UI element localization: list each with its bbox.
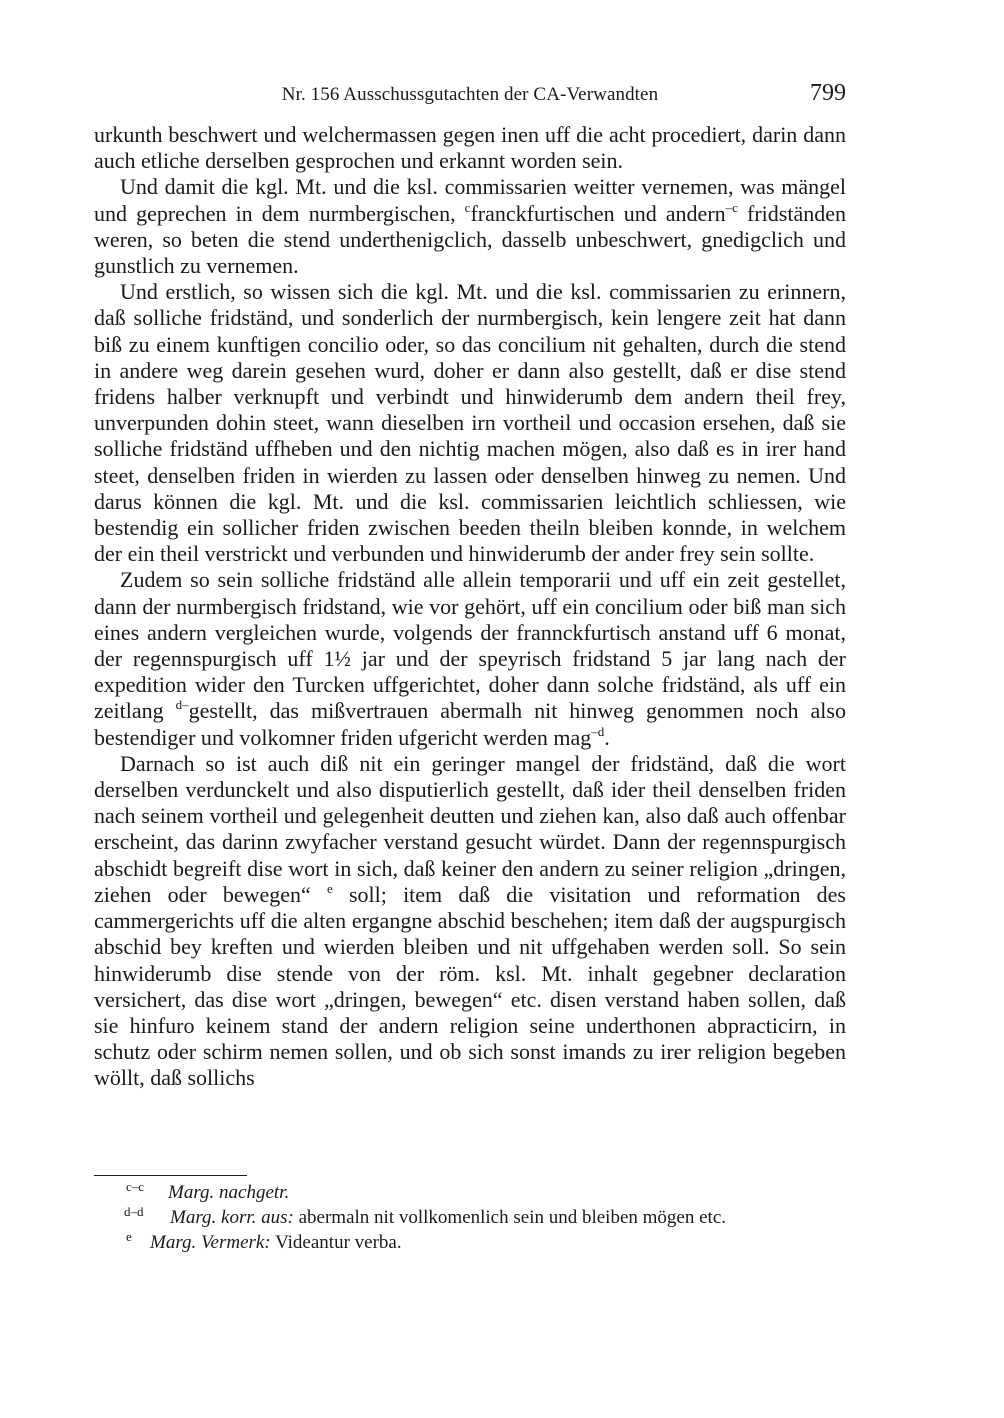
footnote-body — [168, 1180, 289, 1205]
footnote-text: abermaln nit vollkomenlich sein und bleiben mögen etc. — [293, 1207, 726, 1228]
footnote-e — [94, 1230, 846, 1255]
critical-mark-e: e — [327, 880, 333, 896]
paragraph-2-text-b: franckfurtischen und andern — [470, 200, 726, 226]
paragraph-2-text-c: fridständen weren, so beten die stend underthenigclich, dasselb unbeschwert, gnedigclich und gunstlich zu vernemen. — [94, 200, 846, 279]
footnote-editorial-note: Marg. korr. aus: — [170, 1207, 294, 1228]
footnote-body — [150, 1230, 402, 1255]
paragraph-4-text-b: gestellt, das mißvertrauen abermalh nit hinweg genommen noch also bestendiger und volkomner friden ufgericht werden mag — [94, 698, 846, 750]
paragraph-5 — [94, 751, 846, 1092]
paragraph-1-text: urkunth beschwert und welchermassen gegen inen uff die acht procediert, darin dann auch etliche derselben gesprochen und erkannt worden sein. — [94, 122, 846, 174]
paragraph-4-text-c: . — [604, 724, 610, 750]
footnote-c — [94, 1180, 846, 1205]
footnote-editorial-note: Marg. Vermerk: — [150, 1232, 271, 1253]
paragraph-2 — [94, 174, 846, 279]
footnote-mark: e — [126, 1229, 132, 1244]
critical-mark-c-close: –c — [725, 199, 738, 215]
paragraph-3 — [94, 279, 846, 567]
paragraph-5-text-b: soll; item daß die visitation und reformation des cammergerichts uff die alten ergangne abschid beschehen; item daß der augspurgisch abschid bey kreften und wierden bleiben und nit uffgehaben werden soll. So sein hinwiderumb dise stende von der röm. ksl. Mt. inhalt gegebner declaration versichert, das dise wort „dringen, bewegen“ etc. disen verstand haben sollen, daß sie hinfuro keinem stand der andern religion seine underthonen abpracticirn, in schutz oder schirm nemen sollen, und ob sich sonst imands zu irer religion begeben wöllt, daß sollichs — [94, 881, 846, 1091]
footnote-mark: d–d — [124, 1204, 144, 1219]
main-text — [94, 122, 846, 1092]
footnote-mark: c–c — [126, 1179, 145, 1194]
paragraph-4-text-a: Zudem so sein solliche fridständ alle allein temporarii und uff ein zeit gestellet, dann der nurmbergisch fridstand, wie vor gehört, uff ein concilium oder biß man sich eines andern vergleichen wurde, volgends der frannckfurtisch anstand uff 6 monat, der regennspurgisch uff 1½ jar und der speyrisch fridstand 5 jar lang nach der expedition wider den Turcken uffgerichtet, doher dann solche fridständ, als uff ein zeitlang — [94, 567, 846, 724]
running-head — [94, 80, 846, 110]
paragraph-3-text: Und erstlich, so wissen sich die kgl. Mt. und die ksl. commissarien zu erinnern, daß solliche fridständ, und sonderlich der nurmbergisch, kein lengere zeit hat dann biß zu einem kunftigen concilio oder, so das concilium nit gehalten, durch die stend in andere weg darein gesehen wurd, doher er dann also gestellt, daß er dise stend fridens halber verknupft und verbindt und hinwiderumb dem andern theil frey, unverpunden dohin steet, wann dieselben irn vortheil und occasion ersehen, daß sie solliche fridständ uffheben und den nichtig machen mögen, also daß es in irer hand steet, denselben friden in wierden zu lassen oder denselben hinweg zu nemen. Und darus können die kgl. Mt. und die ksl. commissarien leichtlich schliessen, wie bestendig ein sollicher friden zwischen beeden theiln bleiben konnde, in welchem der ein theil verstrickt und verbunden und hinwiderumb der ander frey sein sollte. — [94, 279, 846, 567]
paragraph-5-text-a: Darnach so ist auch diß nit ein geringer mangel der fridständ, daß die wort derselben verdunckelt und also disputierlich gestellt, daß ider theil denselben friden nach seinem vortheil und gelegenheit deutten und ziehen kan, also daß auch offenbar erscheint, das darinn zwyfacher verstand gesucht würdet. Dann der regennspurgisch abschidt begreift dise wort in sich, daß keiner den andern zu seiner religion „dringen, ziehen oder bewegen“ — [94, 750, 846, 907]
critical-mark-d-close: –d — [591, 723, 605, 739]
footnote-divider — [94, 1175, 247, 1176]
paragraph-2-text-a: Und damit die kgl. Mt. und die ksl. commissarien weitter vernemen, was mängel und geprechen in dem nurmbergischen, — [94, 174, 846, 226]
page-number: 799 — [810, 80, 846, 106]
critical-mark-c-open: c — [464, 199, 471, 215]
footnote-body — [170, 1205, 726, 1230]
footnotes — [94, 1180, 846, 1255]
paragraph-4 — [94, 567, 846, 750]
footnote-d — [94, 1205, 846, 1230]
footnote-editorial-note: Marg. nachgetr. — [168, 1182, 290, 1203]
footnote-text: Videantur verba. — [270, 1232, 402, 1253]
critical-mark-d-open: d– — [175, 697, 189, 713]
running-title: Nr. 156 Ausschussgutachten der CA-Verwandten — [281, 84, 659, 105]
paragraph-1 — [94, 122, 846, 174]
